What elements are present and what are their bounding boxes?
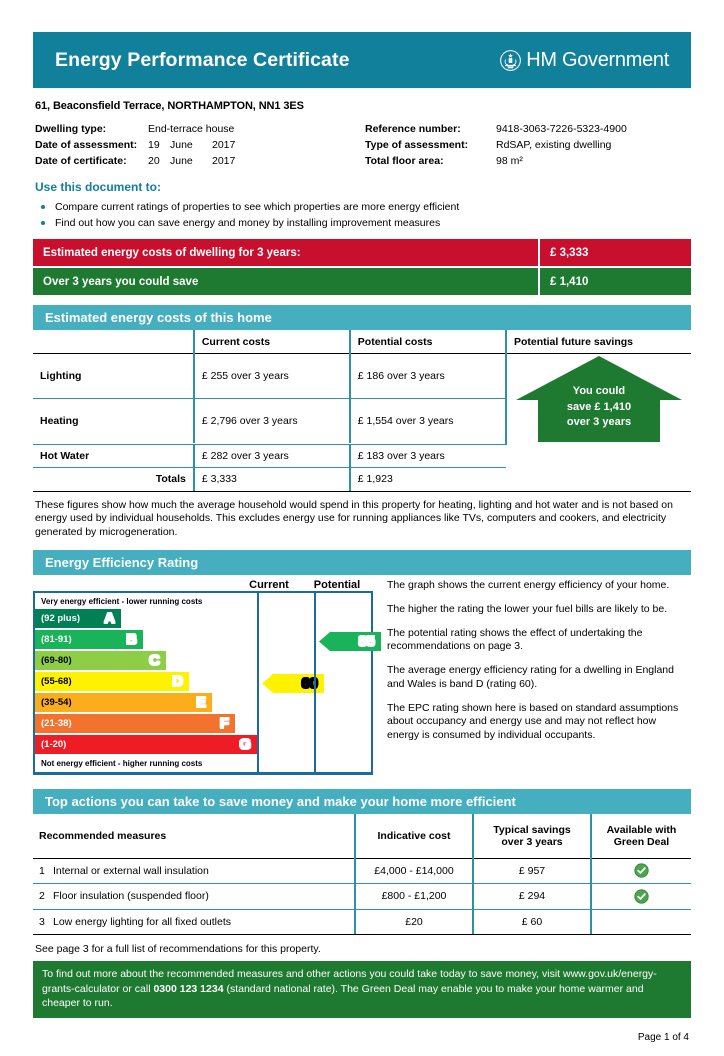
eer-band-B	[35, 630, 257, 649]
row-label-lighting: Lighting	[40, 369, 82, 382]
eer-bands	[35, 593, 257, 772]
floor-area-value: 98 m²	[496, 155, 523, 167]
potential-savings-label: Over 3 years you could save	[43, 275, 199, 288]
eer-bottom-caption: Not energy efficient - higher running costs	[41, 759, 203, 769]
row-label-hot-water: Hot Water	[40, 449, 90, 462]
eer-rating-value: 85	[358, 633, 375, 651]
eer-paragraph: The higher the rating the lower your fuel bills are likely to be.	[387, 602, 668, 615]
col-measures: Recommended measures	[39, 829, 167, 842]
col-green-deal: Available with Green Deal	[591, 814, 691, 858]
table-row-totals	[33, 468, 691, 491]
page-title: Energy Performance Certificate	[55, 48, 350, 71]
hotwater-potential: £ 183 over 3 years	[350, 444, 506, 467]
col-future-savings: Potential future savings	[506, 330, 691, 353]
chart-bottom-border	[33, 772, 373, 775]
footer-text-a: To find out more about the recommended measures and other actions you could take today to save money, visit www.gov.uk/energy-grants-calculator or call	[42, 968, 657, 995]
eer-band-letter: F	[219, 715, 229, 733]
footer-text-b: (standard national rate). The Green Deal may enable you to make your home warmer and cheaper to run.	[42, 982, 644, 1010]
rec-measure-1: 1 Internal or external wall insulation	[39, 864, 209, 877]
dwelling-type-label: Dwelling type:	[35, 123, 107, 135]
eer-paragraph: The EPC rating shown here is based on standard assumptions about occupancy and energy use and may not reflect how energy is consumed by individual occupants.	[387, 701, 679, 741]
potential-savings-value: £ 1,410	[538, 268, 691, 295]
rule	[33, 934, 691, 935]
eer-paragraph: The average energy efficiency rating for a dwelling in England and Wales is band D (rating 60).	[387, 664, 674, 690]
eer-band-A	[35, 609, 257, 628]
section-title-eer: Energy Efficiency Rating	[33, 550, 691, 575]
recommendations-table	[33, 814, 691, 936]
eer-band-E	[35, 693, 257, 712]
date-certificate-value: 20 June 2017	[148, 155, 236, 167]
totals-potential: £ 1,923	[350, 468, 506, 491]
eer-band-range: (81-91)	[41, 634, 72, 646]
totals-label: Totals	[155, 473, 186, 486]
savings-house-graphic	[514, 354, 684, 444]
totals-current: £ 3,333	[194, 468, 350, 491]
eer-band-letter: D	[172, 673, 183, 691]
see-page-note: See page 3 for a full list of recommendations for this property.	[35, 943, 321, 956]
col-current-costs: Current costs	[194, 330, 350, 353]
hm-government-label: HM Government	[526, 48, 669, 71]
assessment-type-label: Type of assessment:	[365, 139, 469, 151]
page-header	[33, 32, 691, 88]
use-document-list	[33, 199, 691, 231]
hm-government-logo	[500, 49, 669, 72]
section-title-costs: Estimated energy costs of this home	[33, 305, 691, 330]
col-potential-costs: Potential costs	[350, 330, 506, 353]
green-check-circle-icon	[634, 889, 649, 904]
use-document-heading: Use this document to:	[35, 180, 162, 194]
table-row	[33, 884, 691, 909]
eer-potential-column	[314, 593, 375, 772]
eer-band-G	[35, 735, 257, 754]
rec-savings-1: £ 957	[473, 858, 591, 883]
rec-cost-2: £800 - £1,200	[355, 884, 473, 909]
assessment-type-value: RdSAP, existing dwelling	[496, 139, 612, 151]
date-certificate-label: Date of certificate:	[35, 155, 127, 167]
eer-current-column	[257, 593, 318, 772]
table-header-row	[33, 814, 691, 858]
eer-band-range: (92 plus)	[41, 613, 81, 625]
savings-house-text: You could save £ 1,410 over 3 years	[566, 385, 632, 428]
rec-greendeal-2	[591, 884, 691, 909]
rec-cost-3: £20	[355, 909, 473, 934]
rec-greendeal-3	[591, 909, 691, 934]
potential-savings-banner	[33, 268, 691, 295]
rec-measure-3: 3 Low energy lighting for all fixed outlets	[39, 915, 232, 928]
chart-frame	[33, 593, 373, 772]
eer-band-range: (39-54)	[41, 697, 72, 709]
property-details	[35, 121, 691, 169]
list-item: Find out how you can save energy and money by installing improvement measures	[33, 215, 691, 231]
eer-col-current-header: Current	[249, 578, 289, 591]
eer-band-F	[35, 714, 257, 733]
table-row	[33, 354, 691, 398]
eer-col-potential-header: Potential	[313, 578, 361, 591]
rec-savings-3: £ 60	[473, 909, 591, 934]
eer-band-range: (1-20)	[41, 739, 67, 751]
list-item: Compare current ratings of properties to see which properties are more energy efficient	[33, 199, 691, 215]
reference-number-label: Reference number:	[365, 123, 461, 135]
footer-phone: 0300 123 1234	[153, 982, 224, 995]
rec-greendeal-1	[591, 858, 691, 883]
page-number: Page 1 of 4	[637, 1031, 689, 1043]
royal-crest-icon	[500, 50, 521, 71]
lighting-current: £ 255 over 3 years	[194, 354, 350, 398]
table-header-row	[33, 330, 691, 353]
epc-page	[0, 32, 724, 1056]
eer-band-C	[35, 651, 257, 670]
eer-explanation	[373, 579, 691, 775]
reference-number-value: 9418-3063-7226-5323-4900	[496, 123, 627, 135]
rec-cost-1: £4,000 - £14,000	[355, 858, 473, 883]
eer-band-letter: A	[104, 610, 115, 628]
section-title-recommendations: Top actions you can take to save money and make your home more efficient	[33, 789, 691, 814]
bottom-rule	[33, 491, 691, 492]
eer-band-letter: B	[126, 631, 137, 649]
eer-band-letter: C	[149, 652, 160, 670]
lighting-potential: £ 186 over 3 years	[350, 354, 506, 398]
costs-note: These figures show how much the average household would spend in this property for heating, lighting and hot water and is not based on energy used by individual households. This excludes energy use for running appliances like TVs, computers and cookers, and electricity generated by microgeneration.	[35, 498, 673, 538]
energy-efficiency-rating	[33, 579, 691, 775]
col-indicative-cost: Indicative cost	[355, 814, 473, 858]
eer-band-D	[35, 672, 257, 691]
estimated-cost-label: Estimated energy costs of dwelling for 3 years:	[33, 239, 538, 266]
eer-rating-value: 60	[301, 675, 318, 693]
eer-band-letter: G	[239, 736, 251, 754]
rec-measure-2: 2 Floor insulation (suspended floor)	[39, 890, 209, 903]
eer-chart	[33, 579, 373, 775]
heating-current: £ 2,796 over 3 years	[194, 399, 350, 443]
estimated-cost-value: £ 3,333	[538, 239, 691, 266]
table-row	[33, 909, 691, 934]
heating-potential: £ 1,554 over 3 years	[350, 399, 506, 443]
property-address: 61, Beaconsfield Terrace, NORTHAMPTON, NN1 3ES	[35, 100, 304, 112]
energy-costs-table	[33, 330, 691, 492]
green-deal-footer	[33, 961, 691, 1018]
col-blank	[33, 330, 194, 353]
row-label-heating: Heating	[40, 415, 79, 428]
green-check-circle-icon	[634, 863, 649, 878]
floor-area-label: Total floor area:	[365, 155, 444, 167]
table-row	[33, 858, 691, 883]
date-assessment-label: Date of assessment:	[35, 139, 138, 151]
eer-band-range: (69-80)	[41, 655, 72, 667]
eer-band-letter: E	[195, 694, 206, 712]
dwelling-type-value: End-terrace house	[148, 123, 235, 135]
eer-band-range: (21-38)	[41, 718, 72, 730]
rec-savings-2: £ 294	[473, 884, 591, 909]
eer-paragraph: The graph shows the current energy efficiency of your home.	[387, 578, 670, 591]
estimated-cost-banner	[33, 239, 691, 266]
eer-rating-arrow	[319, 631, 381, 652]
date-assessment-value: 19 June 2017	[148, 139, 236, 151]
table-row	[33, 444, 691, 467]
eer-paragraph: The potential rating shows the effect of undertaking the recommendations on page 3.	[387, 626, 643, 653]
hotwater-current: £ 282 over 3 years	[194, 444, 350, 467]
savings-house-cell	[506, 354, 691, 445]
eer-band-range: (55-68)	[41, 676, 72, 688]
eer-top-caption: Very energy efficient - lower running costs	[41, 597, 203, 607]
col-typical-savings: Typical savings over 3 years	[473, 814, 591, 858]
